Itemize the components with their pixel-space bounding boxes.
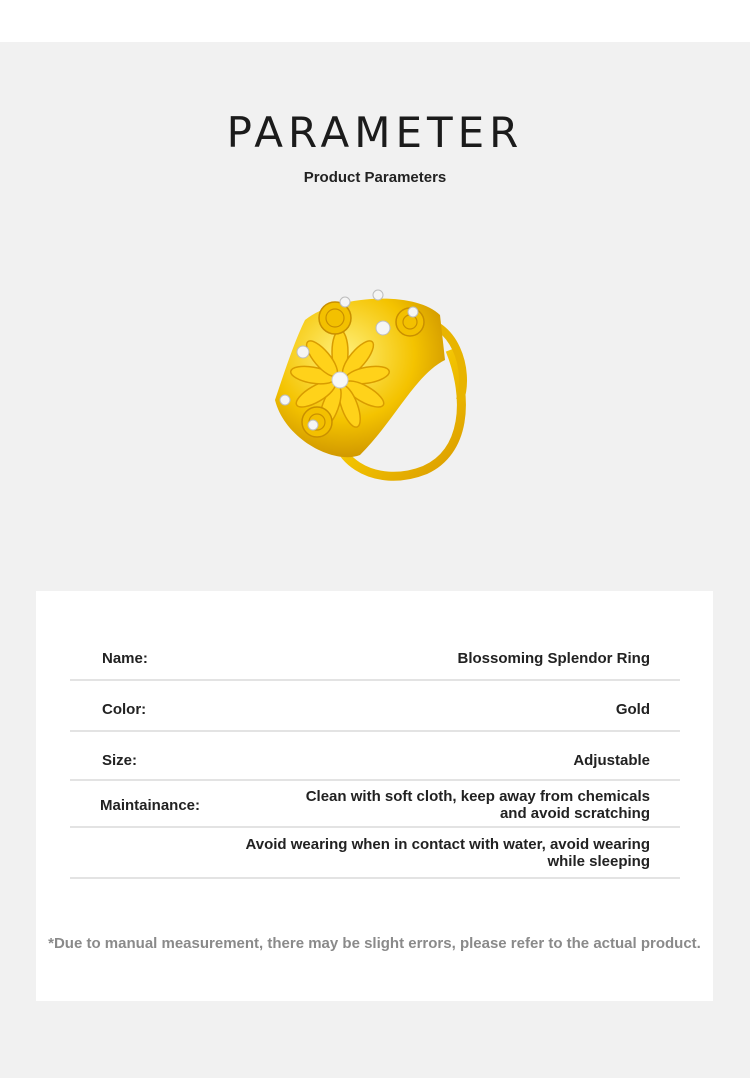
parameter-row-maintenance bbox=[70, 781, 680, 828]
parameter-value: Clean with soft cloth, keep away from chemicals and avoid scratching bbox=[305, 788, 650, 822]
parameter-label: Maintainance: bbox=[100, 797, 201, 814]
parameter-card bbox=[36, 591, 713, 1001]
parameter-label: Size: bbox=[102, 752, 138, 769]
parameter-value: Blossoming Splendor Ring bbox=[457, 650, 650, 667]
parameter-row-name bbox=[70, 631, 680, 681]
page-subtitle: Product Parameters bbox=[303, 169, 447, 186]
parameter-value: Avoid wearing when in contact with water, avoid wearing while sleeping bbox=[245, 836, 650, 870]
ring-illustration bbox=[265, 280, 485, 495]
top-white-strip bbox=[0, 0, 750, 42]
parameter-row-maintenance-extra bbox=[70, 828, 680, 879]
measurement-disclaimer: *Due to manual measurement, there may be slight errors, please refer to the actual product. bbox=[48, 935, 701, 952]
parameter-label: Name: bbox=[102, 650, 148, 667]
parameter-row-color bbox=[70, 681, 680, 732]
page-title: PARAMETER bbox=[226, 108, 524, 157]
product-image bbox=[265, 280, 485, 495]
parameter-label: Color: bbox=[102, 701, 147, 718]
parameter-value: Gold bbox=[615, 701, 650, 718]
parameter-value: Adjustable bbox=[573, 752, 650, 769]
parameter-row-size bbox=[70, 732, 680, 781]
